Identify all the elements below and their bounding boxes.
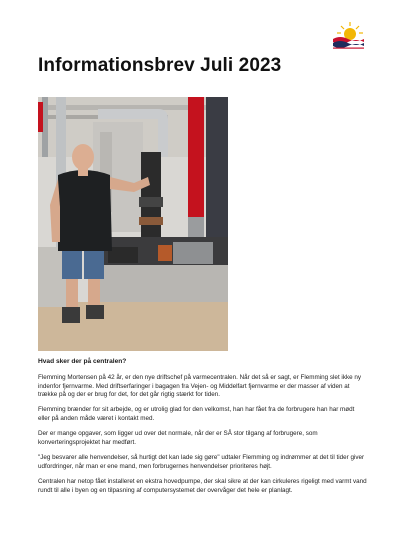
article-body: [38, 358, 368, 502]
paragraph: Der er mange opgaver, som ligger ud over det normale, når der er SÅ stor tilgang af forbrugere, som konverteringsprojektet har medført.: [38, 430, 318, 447]
document-title: Informationsbrev Juli 2023: [38, 55, 282, 76]
paragraph: Centralen har netop fået installeret en ekstra hovedpumpe, der skal sikre at der kan cirkuleres rigeligt med varmt vand rundt til alle i byen og en tilpasning af computersystemet der overvåger det hele er planlagt.: [38, 478, 367, 494]
company-logo: [330, 20, 366, 50]
paragraph: "Jeg besvarer alle henvendelser, så hurtigt det kan lade sig gøre" udtaler Flemming og indrømmer at det til tider giver udfordringer, når man er ene mand, men forbrugernes henvendelser prioriteres højt.: [38, 454, 365, 471]
paragraph: Flemming Mortensen på 42 år, er den nye driftschef på varmecentralen. Når det så er sagt, er Flemming slet ikke ny indenfor fjernvarme. Med driftserfaringer i bagagen fra Vejen- og Middelfart fjernvarme er der masser af viden at trække på og der er brug for det, for det går rigtig stærkt for tiden.: [38, 373, 362, 399]
section-heading: Hvad sker der på centralen?: [38, 358, 127, 365]
driftschef-photo: [38, 97, 228, 351]
paragraph: Flemming brænder for sit arbejde, og er utrolig glad for den velkomst, han har fået fra de forbrugere han har mødt eller på anden måde været i kontakt med.: [38, 406, 355, 423]
